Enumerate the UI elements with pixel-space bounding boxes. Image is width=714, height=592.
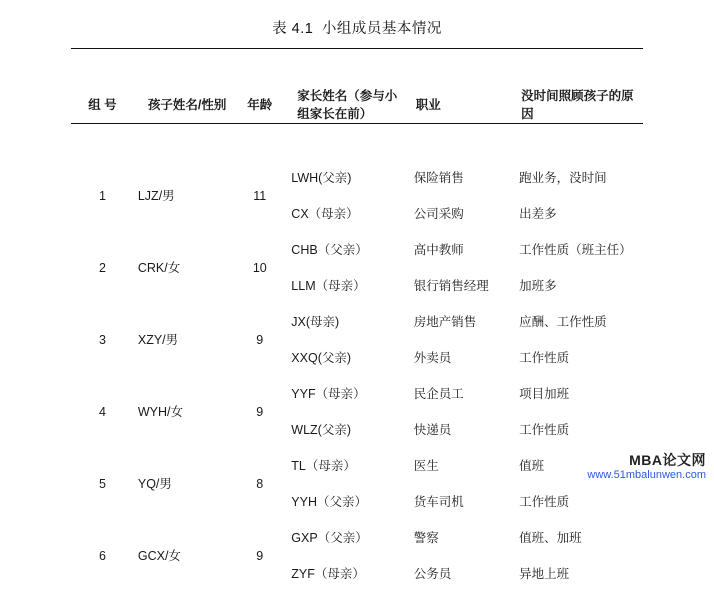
cell-parent-name: CX（母亲）	[291, 206, 359, 221]
cell-job: 公司采购	[413, 206, 464, 221]
column-header-reason: 没时间照顾孩子的原因	[521, 89, 634, 121]
watermark-url: www.51mbalunwen.com	[587, 469, 706, 482]
column-header-child: 孩子姓名/性别	[147, 98, 227, 112]
table-row	[71, 232, 643, 268]
cell-job: 民企员工	[413, 386, 464, 401]
group-members-table	[71, 48, 643, 592]
cell-job: 外卖员	[413, 350, 452, 365]
cell-parent-name: CHB（父亲）	[291, 242, 368, 257]
table-row	[71, 376, 643, 412]
table-row	[71, 304, 643, 340]
cell-group-number: 1	[98, 188, 106, 203]
cell-job: 高中教师	[413, 242, 464, 257]
table-header-row	[71, 85, 643, 124]
cell-reason: 工作性质	[519, 422, 570, 437]
cell-parent-name: WLZ(父亲)	[291, 422, 352, 437]
table-row	[71, 448, 643, 484]
table-caption	[0, 0, 714, 48]
table-rule-top	[71, 49, 643, 86]
cell-age: 10	[252, 260, 267, 275]
cell-parent-name: LWH(父亲)	[291, 170, 352, 185]
cell-reason: 工作性质	[519, 350, 570, 365]
cell-group-number: 6	[98, 548, 106, 563]
column-header-job: 职业	[415, 98, 441, 112]
watermark	[587, 452, 706, 483]
column-header-age: 年龄	[247, 98, 273, 112]
cell-parent-name: TL（母亲）	[291, 458, 356, 473]
cell-group-number: 3	[98, 332, 106, 347]
cell-child-name: GCX/女	[137, 548, 181, 563]
cell-parent-name: LLM（母亲）	[291, 278, 366, 293]
cell-parent-name: YYF（母亲）	[291, 386, 366, 401]
cell-job: 快递员	[413, 422, 452, 437]
cell-child-name: CRK/女	[137, 260, 181, 275]
cell-reason: 加班多	[519, 278, 557, 293]
cell-reason: 工作性质	[519, 494, 570, 509]
cell-child-name: XZY/男	[137, 332, 179, 347]
cell-group-number: 5	[98, 476, 106, 491]
cell-parent-name: YYH（父亲）	[291, 494, 367, 509]
cell-age: 9	[256, 548, 264, 563]
cell-reason: 跑业务，没时间	[519, 170, 607, 185]
table-container	[71, 48, 643, 592]
table-rule-header	[71, 124, 643, 161]
cell-reason: 应酬、工作性质	[519, 314, 607, 329]
cell-parent-name: GXP（父亲）	[291, 530, 368, 545]
table-row	[71, 160, 643, 196]
cell-reason: 值班、加班	[519, 530, 582, 545]
table-caption-text: 小组成员基本情况	[321, 21, 442, 37]
table-row	[71, 520, 643, 556]
cell-job: 医生	[413, 458, 439, 473]
cell-parent-name: ZYF（母亲）	[291, 566, 365, 581]
cell-group-number: 2	[98, 260, 106, 275]
cell-job: 公务员	[413, 566, 452, 581]
cell-child-name: LJZ/男	[137, 188, 175, 203]
cell-reason: 值班	[519, 458, 545, 473]
cell-age: 9	[256, 404, 264, 419]
cell-job: 房地产销售	[413, 314, 477, 329]
cell-reason: 项目加班	[519, 386, 570, 401]
column-header-parent: 家长姓名（参与小组家长在前）	[297, 89, 398, 121]
cell-group-number: 4	[98, 404, 106, 419]
table-caption-number: 表 4.1	[272, 21, 314, 37]
watermark-title: MBA论文网	[629, 451, 706, 468]
cell-child-name: YQ/男	[137, 476, 172, 491]
cell-child-name: WYH/女	[137, 404, 183, 419]
column-header-group: 组 号	[88, 98, 117, 112]
cell-job: 警察	[413, 530, 439, 545]
cell-reason: 工作性质（班主任）	[519, 242, 632, 257]
cell-parent-name: XXQ(父亲)	[291, 350, 352, 365]
cell-parent-name: JX(母亲)	[291, 314, 340, 329]
cell-reason: 异地上班	[519, 566, 570, 581]
cell-age: 11	[253, 188, 267, 203]
cell-job: 保险销售	[413, 170, 464, 185]
cell-age: 9	[256, 332, 264, 347]
cell-age: 8	[256, 476, 264, 491]
cell-job: 银行销售经理	[413, 278, 489, 293]
cell-reason: 出差多	[519, 206, 557, 221]
cell-job: 货车司机	[413, 494, 464, 509]
